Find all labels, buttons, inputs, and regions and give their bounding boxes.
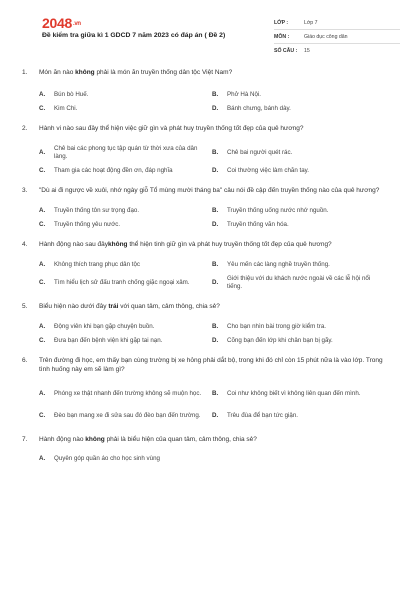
option-letter: A. [39, 207, 46, 214]
option-letter: B. [212, 91, 219, 98]
option-text: Không thích trang phục dân tộc [54, 261, 140, 268]
meta-row [274, 30, 400, 44]
meta-value: 15 [304, 48, 310, 54]
option-letter: A. [39, 323, 46, 330]
option-text: Động viên khi bạn gặp chuyện buồn. [54, 323, 155, 330]
option-grid [39, 204, 386, 232]
option-letter: B. [212, 207, 219, 214]
question-text: Món ăn nào không phải là món ăn truyền thống dân tộc Việt Nam? [39, 69, 233, 76]
answer-option[interactable] [39, 452, 212, 466]
answer-option[interactable] [212, 258, 385, 272]
meta-row [274, 44, 400, 58]
question-item [22, 124, 386, 178]
answer-option[interactable] [39, 320, 212, 334]
answer-option[interactable] [212, 218, 385, 232]
logo-text: 2048 [42, 15, 72, 31]
answer-option[interactable] [39, 164, 212, 178]
question-stem [22, 435, 386, 444]
option-letter: D. [212, 279, 219, 286]
option-letter: A. [39, 455, 46, 462]
option-letter: C. [39, 337, 46, 344]
option-text: Quyên góp quần áo cho học sinh vùng [54, 455, 160, 462]
question-item [22, 68, 386, 116]
answer-option[interactable] [39, 334, 212, 348]
option-text: Yêu mến các làng nghề truyền thống. [227, 261, 330, 268]
option-letter: C. [39, 412, 46, 419]
question-item [22, 356, 386, 427]
question-emphasis: không [108, 241, 128, 248]
answer-option[interactable] [212, 383, 385, 405]
question-number: 5. [22, 303, 28, 310]
option-letter: C. [39, 279, 46, 286]
answer-option[interactable] [212, 164, 385, 178]
option-text: Cho bạn nhìn bài trong giờ kiểm tra. [227, 323, 326, 330]
question-emphasis: không [85, 436, 105, 443]
question-stem [22, 356, 386, 374]
question-text: "Dù ai đi ngược về xuôi, nhớ ngày giỗ Tổ mùng mười tháng ba" câu nói đề cập đến truyền thống nào của quê hương? [39, 187, 380, 194]
question-number: 3. [22, 187, 28, 194]
option-text: Coi thường việc làm chăn tay. [227, 167, 310, 174]
meta-value: Lớp 7 [304, 19, 318, 26]
question-emphasis: không [75, 69, 95, 76]
answer-option[interactable] [212, 102, 385, 116]
answer-option[interactable] [212, 88, 385, 102]
option-text: Phở Hà Nội. [227, 91, 261, 98]
option-grid [39, 88, 386, 116]
question-item [22, 435, 386, 466]
option-letter: A. [39, 390, 46, 397]
option-grid [39, 383, 386, 427]
question-text: Biểu hiện nào dưới đây trái với quan tâm, cảm thông, chia sẻ? [39, 303, 220, 310]
answer-option[interactable] [212, 334, 385, 348]
answer-option[interactable] [212, 320, 385, 334]
option-text: Tìm hiểu lịch sử đấu tranh chống giặc ngoại xâm. [54, 279, 190, 286]
option-letter: D. [212, 337, 219, 344]
option-letter: D. [212, 412, 219, 419]
question-text: Hành động nào sau đâykhông thể hiện tinh giữ gìn và phát huy truyền thống tốt đẹp của quê hương? [39, 241, 332, 248]
question-number: 7. [22, 436, 28, 443]
answer-option[interactable] [39, 142, 212, 164]
question-number: 4. [22, 241, 28, 248]
document-header [22, 0, 386, 62]
option-text: Truyền thống uống nước nhớ nguồn. [227, 207, 329, 214]
meta-label: LỚP : [274, 19, 289, 26]
option-grid [39, 320, 386, 348]
question-item [22, 240, 386, 294]
question-item [22, 186, 386, 232]
option-letter: A. [39, 91, 46, 98]
question-number: 2. [22, 125, 28, 132]
option-letter: C. [39, 221, 46, 228]
document-meta [274, 16, 400, 58]
question-stem [22, 302, 386, 311]
option-text: Tham gia các hoạt động đền ơn, đáp nghĩa [54, 167, 173, 174]
answer-option[interactable] [212, 272, 385, 294]
option-letter: B. [212, 149, 219, 156]
option-text: Coi như không biết vì không liên quan đến mình. [227, 390, 361, 397]
option-text: Bún bò Huế. [54, 91, 89, 98]
option-letter: C. [39, 105, 46, 112]
answer-option[interactable] [39, 218, 212, 232]
question-stem [22, 68, 386, 77]
answer-option[interactable] [212, 405, 385, 427]
answer-option[interactable] [39, 204, 212, 218]
logo-suffix: .vn [72, 21, 81, 28]
question-item [22, 302, 386, 348]
meta-label: SỐ CÂU : [274, 48, 298, 54]
meta-row [274, 16, 400, 30]
question-number: 1. [22, 69, 28, 76]
option-text: Chê bai các phong tục tập quán từ thời xưa của dân làng. [54, 145, 198, 160]
option-text: Cõng bạn đến lớp khi chân bạn bị gãy. [227, 337, 333, 344]
question-text: Hành vi nào sau đây thể hiện việc giữ gìn và phát huy truyền thống tốt đẹp của quê hương? [39, 125, 304, 132]
option-text: Kim Chi. [54, 105, 78, 112]
option-letter: B. [212, 323, 219, 330]
question-stem [22, 240, 386, 249]
option-text: Truyền thống tôn sư trọng đạo. [54, 207, 140, 214]
option-text: Bánh chưng, bánh dày. [227, 105, 291, 112]
answer-option[interactable] [39, 383, 212, 405]
option-letter: B. [212, 261, 219, 268]
question-emphasis: trái [108, 303, 119, 310]
option-text: Đèo bạn mang xe đi sửa sau đó đèo bạn đến trường. [54, 412, 201, 419]
option-letter: D. [212, 105, 219, 112]
answer-option[interactable] [39, 405, 212, 427]
answer-option[interactable] [39, 258, 212, 272]
option-letter: A. [39, 149, 46, 156]
option-grid [39, 258, 386, 294]
meta-value: Giáo dục công dân [304, 33, 348, 40]
option-text: Phóng xe thật nhanh đến trường không sẽ muộn học. [54, 390, 202, 397]
site-logo[interactable] [42, 15, 81, 31]
answer-option[interactable] [212, 204, 385, 218]
answer-option[interactable] [39, 272, 212, 294]
option-grid [39, 142, 386, 178]
option-text: Truyền thống văn hóa. [227, 221, 289, 228]
answer-option[interactable] [39, 102, 212, 116]
option-text: Đưa bạn đến bệnh viện khi gặp tai nạn. [54, 337, 163, 344]
meta-label: MÔN : [274, 33, 290, 40]
question-stem [22, 186, 386, 195]
question-number: 6. [22, 357, 28, 364]
option-letter: B. [212, 390, 219, 397]
option-text: Trêu đùa để bạn tức giận. [227, 412, 298, 419]
question-list [22, 68, 386, 466]
question-text: Trên đường đi học, em thấy bạn cùng trường bị xe hỏng phải dắt bộ, trong khi đó chỉ còn 15 phút nữa là vào lớp. Trong tình huống này em sẽ làm gì? [39, 357, 383, 373]
question-stem [22, 124, 386, 133]
option-text: Chê bai người quét rác. [227, 149, 293, 156]
option-text: Giới thiệu với du khách nước ngoài về các lễ hội nổi tiếng. [227, 275, 371, 290]
option-grid [39, 452, 386, 466]
option-letter: A. [39, 261, 46, 268]
option-letter: C. [39, 167, 46, 174]
question-text: Hành động nào không phải là biểu hiện của quan tâm, cảm thông, chia sẻ? [39, 436, 257, 443]
option-letter: D. [212, 167, 219, 174]
option-letter: D. [212, 221, 219, 228]
answer-option[interactable] [212, 142, 385, 164]
document-title: Đề kiểm tra giữa kì 1 GDCD 7 năm 2023 có đáp án ( Đề 2) [42, 32, 226, 39]
option-text: Truyền thống yêu nước. [54, 221, 121, 228]
answer-option[interactable] [39, 88, 212, 102]
